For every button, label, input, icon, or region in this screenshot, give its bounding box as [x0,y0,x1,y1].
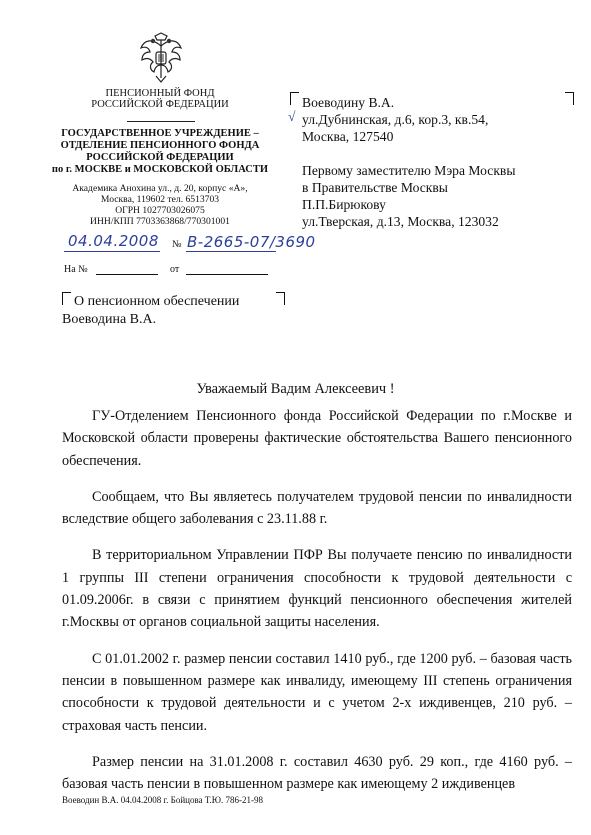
body-paragraph: С 01.01.2002 г. размер пенсии составил 1410 руб., где 1200 руб. – базовая часть пенсии в повышенном размере как инвалиду, имеющему III степень ограничения способности к трудовой деятельности и с учетом 2-х иждивенцев, 210 руб. – страховая часть пенсии. [62,650,572,734]
registration-number: В-2665-07/3690 [187,233,316,251]
date-underline [64,251,160,252]
number-label: № [172,239,182,250]
fund-name [40,88,280,110]
institution-name [40,128,280,176]
reply-to-label: На № [64,264,88,275]
address-corner-left [290,92,299,105]
body-paragraph: ГУ-Отделением Пенсионного фонда Российской Федерации по г.Москве и Московской области проверены фактические обстоятельства Вашего пенсионного обеспечения. [62,408,572,469]
institution-address [40,183,280,227]
subject-line: Воеводина В.А. [62,312,157,327]
addressee-line: П.П.Бирюкову [302,197,386,212]
number-underline [186,251,276,252]
reply-to-number-blank [96,274,158,275]
addressee-line: Воеводину В.А. [302,95,395,110]
addressee-line: ул.Дубнинская, д.6, кор.3, кв.54, [302,112,489,127]
registration-date: 04.04.2008 [68,232,159,250]
check-mark: √ [288,109,296,124]
coat-of-arms-icon [138,32,184,84]
addressee-primary [302,94,488,145]
addressee-secondary [302,162,515,230]
address-line: ОГРН 1027703026075 [115,205,205,216]
body-paragraph: Размер пенсии на 31.01.2008 г. составил 4630 руб. 29 коп., где 4160 руб. – базовая часть пенсии в повышенном размере как имеющему 2 иждивенцев [62,753,572,793]
addressee-line: в Правительстве Москвы [302,180,448,195]
addressee-line: ул.Тверская, д.13, Москва, 123032 [302,214,499,229]
reply-to-date-blank [186,274,268,275]
addressee-line: Москва, 127540 [302,129,394,144]
addressee-line: Первому заместителю Мэра Москвы [302,163,516,178]
institution-line: РОССИЙСКОЙ ФЕДЕРАЦИИ [86,152,234,163]
letter-body [62,405,572,809]
address-line: ИНН/КПП 7703363868/770301001 [90,216,230,227]
institution-line: по г. МОСКВЕ и МОСКОВСКОЙ ОБЛАСТИ [51,164,269,175]
body-paragraph: В территориальном Управлении ПФР Вы получаете пенсию по инвалидности 1 группы III степени ограничения способности к трудовой деятельности с 01.09.2006г. в связи с принятием функций пенсионного обеспечения жителей г.Москвы от органов социальной защиты населения. [62,547,572,631]
subject-corner-left [62,292,71,305]
from-label: от [170,264,180,275]
address-line: Академика Анохина ул., д. 20, корпус «А», [72,183,248,194]
subject-corner-right [276,292,285,305]
footer-reference: Воеводин В.А. 04.04.2008 г. Бойцова Т.Ю. 786-21-98 [62,795,263,805]
institution-line: ГОСУДАРСТВЕННОЕ УЧРЕЖДЕНИЕ – [61,128,259,139]
address-line: Москва, 119602 тел. 6513703 [100,194,220,205]
address-corner-right [565,92,574,105]
letterhead-divider [127,121,195,122]
body-paragraph: Сообщаем, что Вы являетесь получателем трудовой пенсии по инвалидности вследствие общего заболевания с 23.11.88 г. [62,488,572,528]
fund-name-line2: РОССИЙСКОЙ ФЕДЕРАЦИИ [91,99,229,110]
subject-line: О пенсионном обеспечении [74,294,240,309]
institution-line: ОТДЕЛЕНИЕ ПЕНСИОННОГО ФОНДА [60,140,260,151]
salutation: Уважаемый Вадим Алексеевич ! [196,381,395,397]
fund-name-line1: ПЕНСИОННЫЙ ФОНД [105,88,215,99]
